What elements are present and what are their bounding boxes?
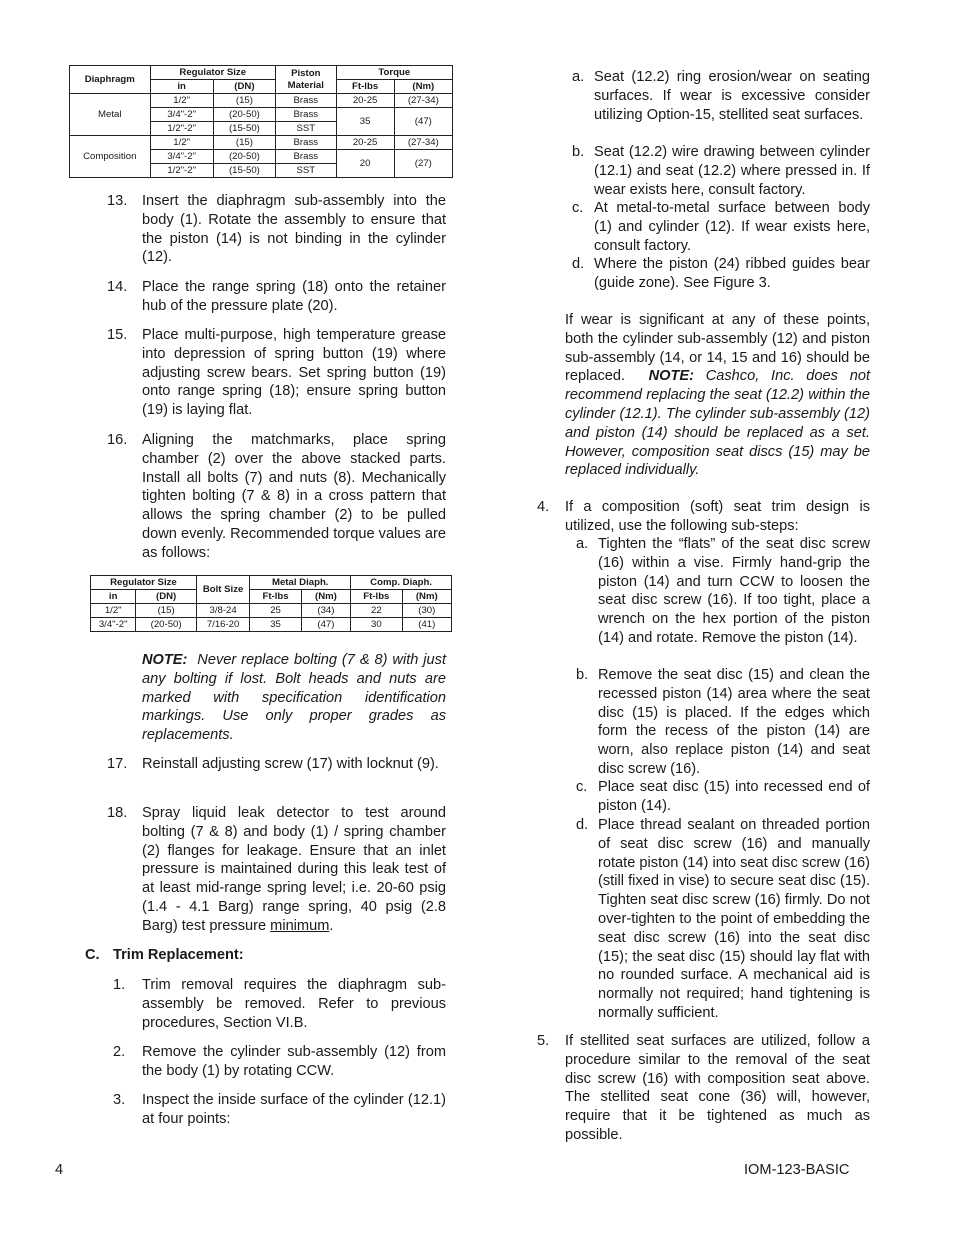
step-5 — [537, 1032, 870, 1145]
step-text: Place the range spring (18) onto the retainer hub of the pressure plate (20). — [142, 279, 446, 314]
header-nm: (Nm) — [301, 590, 350, 604]
table-cell: Brass — [276, 136, 337, 150]
header-ftlbs: Ft-lbs — [336, 80, 394, 94]
trim-step-1 — [113, 976, 446, 1032]
step-number: 18. — [107, 805, 128, 821]
group-label: Metal — [70, 94, 151, 136]
header-piston-material: Piston Material — [276, 66, 337, 94]
table-cell: (30) — [402, 604, 451, 618]
step-text: Seat (12.2) wire drawing between cylinder (12.1) and seat (12.2) where pressed in. If wear exists here, consult factory. — [594, 144, 870, 198]
header-dn: (DN) — [213, 80, 275, 94]
table-cell: Brass — [276, 150, 337, 164]
note-text: Never replace bolting (7 & 8) with just any bolting if lost. Bolt heads and nuts are marked with specification identification markings. Use only proper grades as replacements. — [142, 652, 447, 744]
step-letter: b. — [576, 667, 589, 683]
table-cell: (27) — [394, 150, 452, 178]
step-text: If stellited seat surfaces are utilized, follow a procedure similar to the removal of the seat disc screw (16) with composition seat above. The stellited seat cone (36) will, however, require that it be tightened as much as possible. — [565, 1033, 870, 1143]
bolt-torque-table — [90, 575, 452, 632]
header-dn: (DN) — [136, 590, 197, 604]
step-4 — [537, 498, 870, 536]
note-label: NOTE: — [142, 652, 188, 668]
step-13 — [107, 192, 446, 267]
step-number: 3. — [113, 1092, 126, 1108]
page-number: 4 — [55, 1162, 64, 1178]
step-number: 14. — [107, 279, 128, 295]
table-cell: 20-25 — [336, 94, 394, 108]
step-text: Seat (12.2) ring erosion/wear on seating surfaces. If wear is excessive consider utilizing Option-15, stellited seat surfaces. — [594, 69, 870, 123]
step-number: 13. — [107, 193, 128, 209]
header-in: in — [150, 80, 213, 94]
header-ftlbs: Ft-lbs — [250, 590, 301, 604]
table-cell: 3/4"-2" — [150, 150, 213, 164]
table-cell: 35 — [336, 108, 394, 136]
step-text: Insert the diaphragm sub-assembly into the body (1). Rotate the assembly to ensure that the piston (14) is not binding in the cylinder (12). — [142, 193, 446, 266]
table-cell: (41) — [402, 618, 451, 632]
table-row — [70, 94, 453, 108]
table-cell: 1/2" — [150, 94, 213, 108]
header-diaphragm: Diaphragm — [70, 66, 151, 94]
step-4b — [576, 666, 870, 779]
table-cell: SST — [276, 122, 337, 136]
step-17 — [107, 755, 446, 774]
table-cell: Brass — [276, 108, 337, 122]
table-cell: (47) — [394, 108, 452, 136]
table-cell: 1/2" — [150, 136, 213, 150]
table-row — [91, 618, 452, 632]
torque-spec-table — [69, 65, 453, 178]
inspect-point-d — [572, 255, 870, 293]
table-cell: 25 — [250, 604, 301, 618]
header-nm: (Nm) — [394, 80, 452, 94]
inspect-point-a — [572, 68, 870, 124]
step-text: Where the piston (24) ribbed guides bear (guide zone). See Figure 3. — [594, 256, 870, 291]
header-in: in — [91, 590, 136, 604]
table-cell: 35 — [250, 618, 301, 632]
table-cell: 20-25 — [336, 136, 394, 150]
table-row — [70, 136, 453, 150]
step-letter: a. — [576, 536, 589, 552]
step-text: Remove the cylinder sub-assembly (12) from the body (1) by rotating CCW. — [142, 1044, 446, 1079]
inspect-point-c — [572, 199, 870, 255]
step-14 — [107, 278, 446, 316]
step-letter: b. — [572, 144, 585, 160]
table-cell: 30 — [351, 618, 402, 632]
step-letter: c. — [572, 200, 584, 216]
table-row — [91, 604, 452, 618]
step-text-end: . — [329, 917, 334, 934]
step-text: Inspect the inside surface of the cylinder (12.1) at four points: — [142, 1092, 446, 1127]
table-cell: (20-50) — [213, 108, 275, 122]
wear-text: If wear is significant at any of these points, both the cylinder sub-assembly (12) and piston sub-assembly (14, or 14, 15 and 16) should be replaced. — [565, 312, 870, 385]
table-cell: (15) — [136, 604, 197, 618]
section-title: Trim Replacement: — [113, 947, 244, 963]
step-4a — [576, 535, 870, 648]
table-cell: (15-50) — [213, 122, 275, 136]
bolting-note — [142, 651, 446, 745]
step-letter: d. — [572, 256, 585, 272]
step-text: Remove the seat disc (15) and clean the recessed piston (14) area where the seat disc (15) is placed. If the edges which form the recess of the piston (14) are worn, also replace piston (14) and seat disc screw (16). — [598, 667, 870, 777]
step-text: Trim removal requires the diaphragm sub-assembly be removed. Refer to previous procedures, Section VI.B. — [142, 977, 446, 1031]
table-cell: (15) — [213, 136, 275, 150]
step-text: Reinstall adjusting screw (17) with locknut (9). — [142, 756, 439, 772]
step-text: Aligning the matchmarks, place spring chamber (2) over the above stacked parts. Install all bolts (7) and nuts (8). Mechanically tighten bolting (7 & 8) in a cross pattern that allows the spring chamber (2) to be pulled down evenly. Recommended torque values are as follows: — [142, 432, 446, 561]
header-metal-diaph: Metal Diaph. — [250, 576, 351, 590]
emphasis-minimum: minimum — [270, 917, 330, 934]
trim-step-2 — [113, 1043, 446, 1081]
step-text: Place multi-purpose, high temperature grease into depression of spring button (19) where adjusting screw bears. Set spring button (19) onto range spring (18); ensure spring button (19) is laying flat. — [142, 327, 446, 419]
table-cell: 22 — [351, 604, 402, 618]
table-cell: Brass — [276, 94, 337, 108]
step-number: 17. — [107, 756, 128, 772]
table-cell: (20-50) — [136, 618, 197, 632]
step-number: 1. — [113, 977, 126, 993]
step-text: Place thread sealant on threaded portion of seat disc screw (16) and manually rotate piston (14) into seat disc screw (16) (still fixed in vise) to secure seat disc (15). Tighten seat disc screw (16) firmly. Do not over-tighten to the point of embedding the seat disc screw (16) into the seat disc (15); the seat disc (15) should lay flat with no rounded surface. A mechanical aid is normally not required; hand tightening is normally sufficient. — [598, 817, 870, 1021]
table-cell: 3/4"-2" — [150, 108, 213, 122]
step-letter: c. — [576, 779, 588, 795]
header-comp-diaph: Comp. Diaph. — [351, 576, 452, 590]
section-letter: C. — [85, 947, 100, 963]
step-letter: d. — [576, 817, 589, 833]
step-number: 5. — [537, 1033, 550, 1049]
group-label: Composition — [70, 136, 151, 178]
header-torque: Torque — [336, 66, 452, 80]
document-code: IOM-123-BASIC — [744, 1162, 850, 1178]
table-cell: (20-50) — [213, 150, 275, 164]
step-number: 16. — [107, 432, 128, 448]
step-4c — [576, 778, 870, 816]
step-letter: a. — [572, 69, 585, 85]
table-cell: 1/2"-2" — [150, 122, 213, 136]
header-regulator-size: Regulator Size — [150, 66, 276, 80]
step-4d — [576, 816, 870, 1023]
step-number: 2. — [113, 1044, 126, 1060]
table-cell: 1/2" — [91, 604, 136, 618]
step-text: At metal-to-metal surface between body (1) and cylinder (12). If wear exists here, consult factory. — [594, 200, 870, 254]
inspect-point-b — [572, 143, 870, 199]
header-bolt-size: Bolt Size — [196, 576, 249, 604]
table-cell: (27-34) — [394, 136, 452, 150]
header-nm: (Nm) — [402, 590, 451, 604]
table-cell: 1/2"-2" — [150, 164, 213, 178]
table-cell: 3/4"-2" — [91, 618, 136, 632]
table-cell: (34) — [301, 604, 350, 618]
step-18 — [107, 804, 446, 936]
header-ftlbs: Ft-lbs — [351, 590, 402, 604]
step-text: Tighten the “flats” of the seat disc screw (16) within a vise. Firmly hand-grip the piston (14) and turn CCW to loosen the seat disc screw (16). If too tight, place a wrench on the hex portion of the piston (14) and rotate. Remove the piston (14). — [598, 536, 870, 646]
table-cell: 7/16-20 — [196, 618, 249, 632]
step-text: Place seat disc (15) into recessed end of piston (14). — [598, 779, 870, 814]
step-number: 4. — [537, 499, 550, 515]
trim-step-3 — [113, 1091, 446, 1129]
table-cell: 20 — [336, 150, 394, 178]
step-15 — [107, 326, 446, 420]
table-cell: 3/8-24 — [196, 604, 249, 618]
table-cell: (15) — [213, 94, 275, 108]
table-cell: (27-34) — [394, 94, 452, 108]
step-16 — [107, 431, 446, 563]
wear-paragraph — [565, 311, 870, 480]
note-label: NOTE: — [648, 368, 694, 385]
step-number: 15. — [107, 327, 128, 343]
table-cell: (47) — [301, 618, 350, 632]
table-cell: SST — [276, 164, 337, 178]
step-text: If a composition (soft) seat trim design is utilized, use the following sub-steps: — [565, 499, 870, 534]
note-text: Cashco, Inc. does not recommend replacing the seat (12.2) within the cylinder (12.1). The cylinder sub-assembly (12) and piston (14) should be replaced as a set. However, composition seat discs (15) may be replaced individually. — [565, 368, 870, 479]
step-text: Spray liquid leak detector to test around bolting (7 & 8) and body (1) / spring chamber (2) flanges for leakage. Ensure that an inlet pressure is maintained during this leak test of at least mid-range spring level; i.e. 20-60 psig (1.4 - 4.1 Barg) range spring, 40 psig (2.8 Barg) test pressure — [142, 805, 446, 934]
section-heading — [85, 946, 425, 965]
table-cell: (15-50) — [213, 164, 275, 178]
header-regulator-size: Regulator Size — [91, 576, 197, 590]
